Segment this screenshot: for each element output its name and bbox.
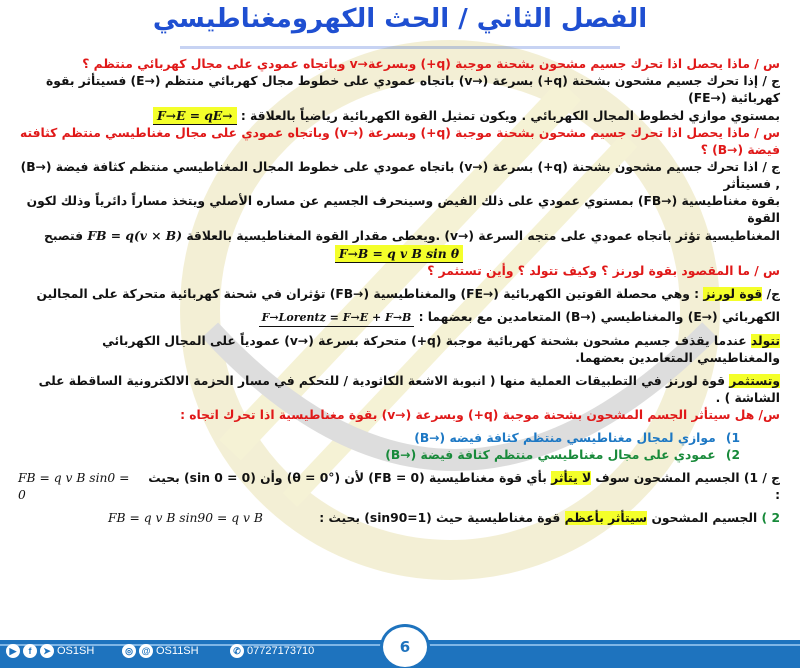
whatsapp-icon: ✆ bbox=[230, 644, 244, 658]
answer-2-line-3 bbox=[18, 227, 780, 245]
becomes-word: فتصبح bbox=[44, 229, 84, 243]
generation-label: تتولد bbox=[750, 334, 780, 348]
max-effect-highlight: سيتأثر بأعظم bbox=[564, 511, 648, 525]
usage-text: قوة لورنز في التطبيقات العملية منها ( انبوبة الاشعة الكاثودية / للتحكم في مسار الحزمة الالكترونية الساقطة على الشاشة ) . bbox=[38, 374, 780, 405]
answer-3-line-2 bbox=[18, 309, 780, 327]
usage-label: وتستثمر bbox=[729, 374, 780, 388]
answer-2-line-1: ج / اذا تحرك جسيم مشحون بشحنة (q+) بسرعة (→v) باتجاه عمودي على خطوط المجال المغناطيسي منتظم كثافة فيضة (→B) , فسيتأثر bbox=[20, 160, 780, 191]
max-force-formula: FB = q v B sin90 = q v B bbox=[108, 511, 263, 525]
answer-2-text: المغناطيسية تؤثر باتجاه عمودي على متجه السرعة (→v) .ويعطى مقدار القوة المغناطيسية بالعلاقة bbox=[186, 229, 780, 243]
answer-3-text-1: : وهي محصلة القوتين الكهربائية (→FE) والمغناطيسية (→FB) تؤثران في شحنة كهربائية متحركة على المجالين bbox=[36, 287, 700, 301]
social-handle-1[interactable]: ▶ f ➤ OS1SH bbox=[6, 644, 94, 658]
magnetic-force-formula: F→B = q v B sin θ bbox=[335, 245, 463, 263]
zero-force-formula: FB = q v B sin0 = 0 bbox=[18, 471, 130, 502]
option-1-text: موازي لمجال مغناطيسي منتظم كثافة فيضه (→B) bbox=[414, 431, 716, 445]
question-4: س/ هل سيتأثر الجسم المشحون بشحنة موجبة (q+) وبسرعة (→v) بقوة مغناطيسية اذا تحرك اتجاه : bbox=[180, 408, 780, 422]
page-number: 6 bbox=[380, 624, 430, 668]
electric-force-formula: F→E = qE→ bbox=[153, 107, 237, 125]
question-1: س / ماذا يحصل اذا تحرك جسيم مشحون بشحنة موجبة (q+) وبسرعة→v وباتجاه عمودي على مجال كهربائي منتظم ؟ bbox=[82, 57, 780, 71]
facebook-icon: f bbox=[23, 644, 37, 658]
option-1: 1) موازي لمجال مغناطيسي منتظم كثافة فيضه (→B) bbox=[414, 431, 740, 445]
magnetic-force-formula-row bbox=[18, 245, 780, 263]
question-3: س / ما المقصود بقوة لورنز ؟ وكيف تتولد ؟ وأين تستثمر ؟ bbox=[427, 264, 780, 278]
title-underline bbox=[180, 46, 620, 49]
phone-contact[interactable]: ✆ 07727173710 bbox=[230, 644, 314, 658]
instagram-icon: ◎ bbox=[122, 644, 136, 658]
page-title: الفصل الثاني / الحث الكهرومغناطيسي bbox=[152, 4, 648, 34]
content bbox=[18, 56, 780, 527]
page-number-badge bbox=[380, 620, 426, 668]
generation-paragraph bbox=[18, 333, 780, 367]
usage-paragraph bbox=[18, 373, 780, 407]
answer-4-2: 2 ) الجسيم المشحون سيتأثر بأعظم قوة مغناطيسية حيث (sin90=1) بحيث : FB = q v B sin90 = q v B bbox=[108, 511, 780, 525]
option-2-text: عمودي على مجال مغناطيسي منتظم كثافة فيضة (→B) bbox=[385, 448, 716, 462]
social-handle-2[interactable]: ◎ @ OS11SH bbox=[122, 644, 199, 658]
lorentz-force-label: قوة لورنز bbox=[703, 287, 763, 301]
no-effect-highlight: لا يتأثر bbox=[551, 471, 592, 485]
answer-1-line-2 bbox=[18, 107, 780, 125]
answer-2-line-2: بقوة مغناطيسية (→FB) بمستوي عمودي على ذلك الفيض وسينحرف الجسيم عن مساره الأصلي ويتخذ مساراً دائرياً وذلك لكون القوة bbox=[26, 194, 780, 225]
telegram-icon: ➤ bbox=[40, 644, 54, 658]
generation-text: عندما يقذف جسيم مشحون بشحنة كهربائية موجبة (q+) متحركة بسرعة (→v) عمودياً على المجال الكهربائي والمغناطيسي المتعامدين بعضهما. bbox=[102, 334, 780, 365]
question-2: س / ماذا يحصل اذا تحرك جسيم مشحون بشحنة موجبة (q+) وبسرعة (→v) وباتجاه عمودي على مجال مغناطيسي منتظم كثافته فيضة (→B) ؟ bbox=[19, 126, 780, 157]
answer-4-1: ج / 1) الجسيم المشحون سوف لا يتأثر بأي قوة مغناطيسية (FB = 0) لأن (θ = 0°) وأن (sin 0 = 0) بحيث : FB = q v B sin0 = 0 bbox=[18, 471, 780, 502]
answer-3-line-1: ج/ قوة لورنز : وهي محصلة القوتين الكهربائية (→FE) والمغناطيسية (→FB) تؤثران في شحنة كهربائية متحركة على المجالين bbox=[36, 287, 780, 301]
magnetic-force-vector-formula: FB = q(v × B) bbox=[87, 228, 183, 243]
answer-1-line-1: ج / إذا تحرك جسيم مشحون بشحنة (q+) بسرعة (→v) باتجاه عمودي على خطوط مجال كهربائي منتظم (→E) فسيتأثر بقوة كهربائية (→FE) bbox=[46, 74, 780, 105]
answer-1-text: بمستوي موازي لخطوط المجال الكهربائي . ويكون تمثيل القوة الكهربائية رياضياً بالعلاقة : bbox=[240, 109, 780, 123]
threads-icon: @ bbox=[139, 644, 153, 658]
footer bbox=[0, 620, 800, 668]
lorentz-force-formula: F→Lorentz = F→E + F→B bbox=[259, 309, 415, 327]
answer-3-text-2: الكهربائي (→E) والمغناطيسي (→B) المتعامدين مع بعضهما : bbox=[418, 310, 780, 324]
option-2: 2) عمودي على مجال مغناطيسي منتظم كثافة فيضة (→B) bbox=[385, 448, 740, 462]
youtube-icon: ▶ bbox=[6, 644, 20, 658]
